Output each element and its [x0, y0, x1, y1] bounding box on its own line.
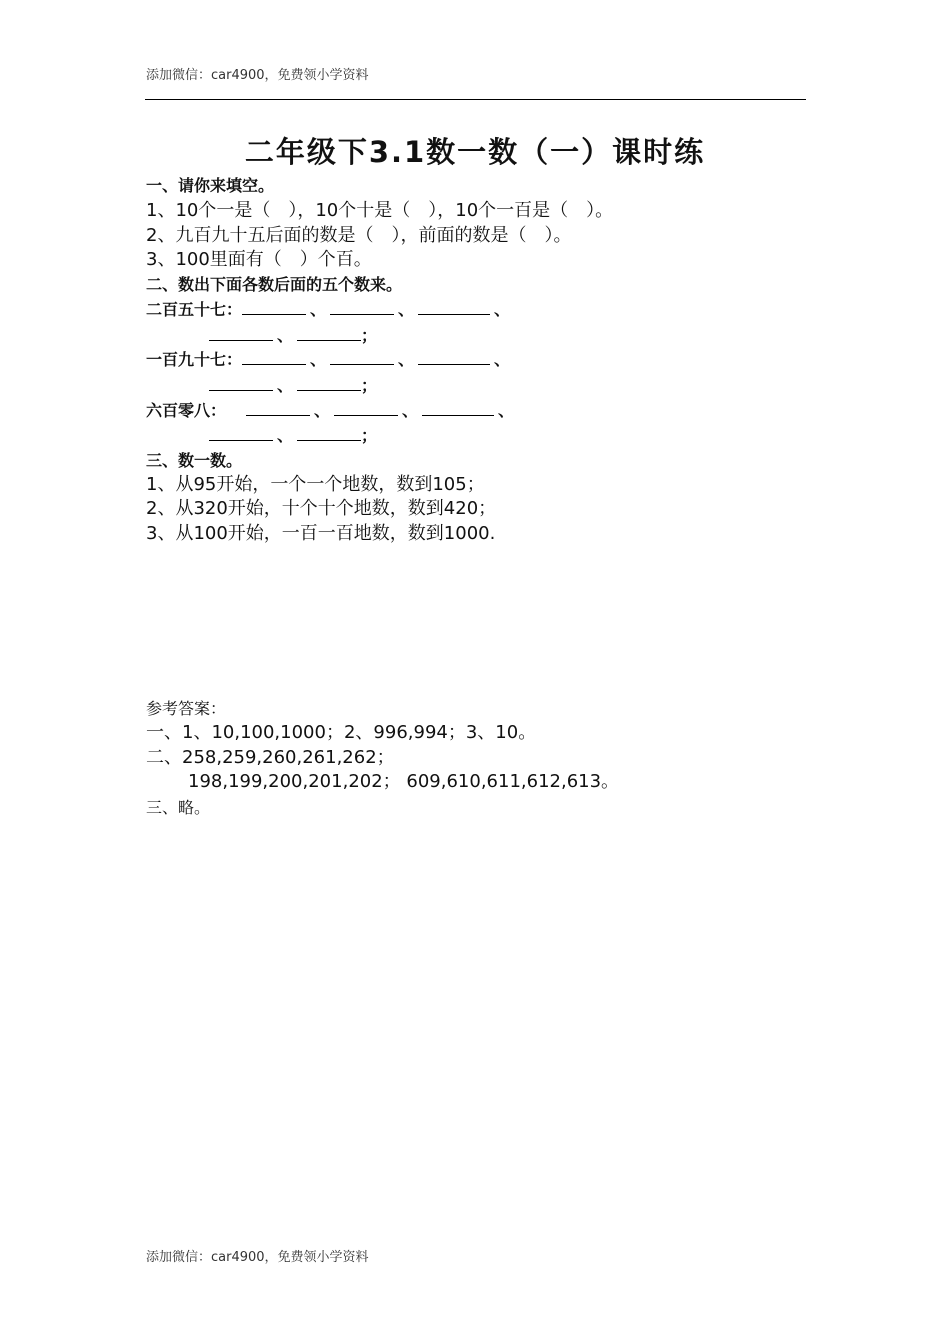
separator: 、: [277, 426, 294, 445]
separator: 、: [310, 350, 327, 369]
header-watermark-text: 添加微信：car4900，免费领小学资料: [146, 68, 369, 83]
answer-blank[interactable]: [209, 426, 273, 441]
section3-question-3: 3、从100开始，一百一百地数，数到1000.: [146, 523, 496, 544]
answer-3: 三、略。: [146, 798, 211, 817]
answer-blank[interactable]: [334, 401, 398, 416]
answer-blank[interactable]: [297, 376, 361, 391]
answer-blank[interactable]: [330, 350, 394, 365]
answer-blank[interactable]: [209, 376, 273, 391]
answer-blank[interactable]: [242, 300, 306, 315]
separator: 、: [494, 350, 511, 369]
answer-2-line-1: 二、258,259,260,261,262；: [146, 747, 395, 768]
count-row-label: 六百零八：: [146, 401, 227, 420]
separator: 、: [402, 401, 419, 420]
footer-watermark-text: 添加微信：car4900，免费领小学资料: [146, 1250, 369, 1265]
answer-blank[interactable]: [297, 426, 361, 441]
page-title: 二年级下3.1数一数（一）课时练: [244, 135, 706, 169]
answer-blank[interactable]: [209, 326, 273, 341]
count-row-label: 二百五十七：: [146, 300, 243, 319]
separator: 、: [277, 376, 294, 395]
separator: 、: [277, 326, 294, 345]
separator: 、: [314, 401, 331, 420]
count-row-3-cont: [209, 424, 377, 448]
terminator: ；: [361, 426, 378, 445]
separator: 、: [310, 300, 327, 319]
header-divider: [145, 99, 806, 100]
count-row-1-cont: [209, 324, 377, 348]
answers-heading: 参考答案：: [146, 699, 227, 718]
separator: 、: [498, 401, 515, 420]
separator: 、: [398, 300, 415, 319]
section1-heading: 一、请你来填空。: [146, 176, 275, 195]
section3-heading: 三、数一数。: [146, 451, 243, 470]
terminator: ；: [361, 326, 378, 345]
section1-question-2: 2、九百九十五后面的数是（ ），前面的数是（ ）。: [146, 225, 572, 246]
section1-question-3: 3、100里面有（ ）个百。: [146, 249, 372, 270]
answer-blank[interactable]: [246, 401, 310, 416]
answer-blank[interactable]: [418, 300, 490, 315]
answer-1: 一、1、10,100,1000；2、996,994；3、10。: [146, 722, 537, 743]
separator: 、: [494, 300, 511, 319]
section3-question-2: 2、从320开始，十个十个地数，数到420；: [146, 498, 497, 519]
answer-blank[interactable]: [330, 300, 394, 315]
count-row-3: [146, 399, 518, 423]
count-row-2: [146, 348, 514, 372]
section1-question-1: 1、10个一是（ ），10个十是（ ），10个一百是（ ）。: [146, 200, 614, 221]
answer-blank[interactable]: [297, 326, 361, 341]
count-row-1: [146, 298, 514, 322]
section3-question-1: 1、从95开始，一个一个地数，数到105；: [146, 474, 485, 495]
terminator: ；: [361, 376, 378, 395]
answer-blank[interactable]: [242, 350, 306, 365]
count-row-2-cont: [209, 374, 377, 398]
count-row-label: 一百九十七：: [146, 350, 243, 369]
answer-blank[interactable]: [422, 401, 494, 416]
section2-heading: 二、数出下面各数后面的五个数来。: [146, 275, 403, 294]
answer-2-line-2: 198,199,200,201,202； 609,610,611,612,613。: [188, 771, 620, 792]
separator: 、: [398, 350, 415, 369]
answer-blank[interactable]: [418, 350, 490, 365]
